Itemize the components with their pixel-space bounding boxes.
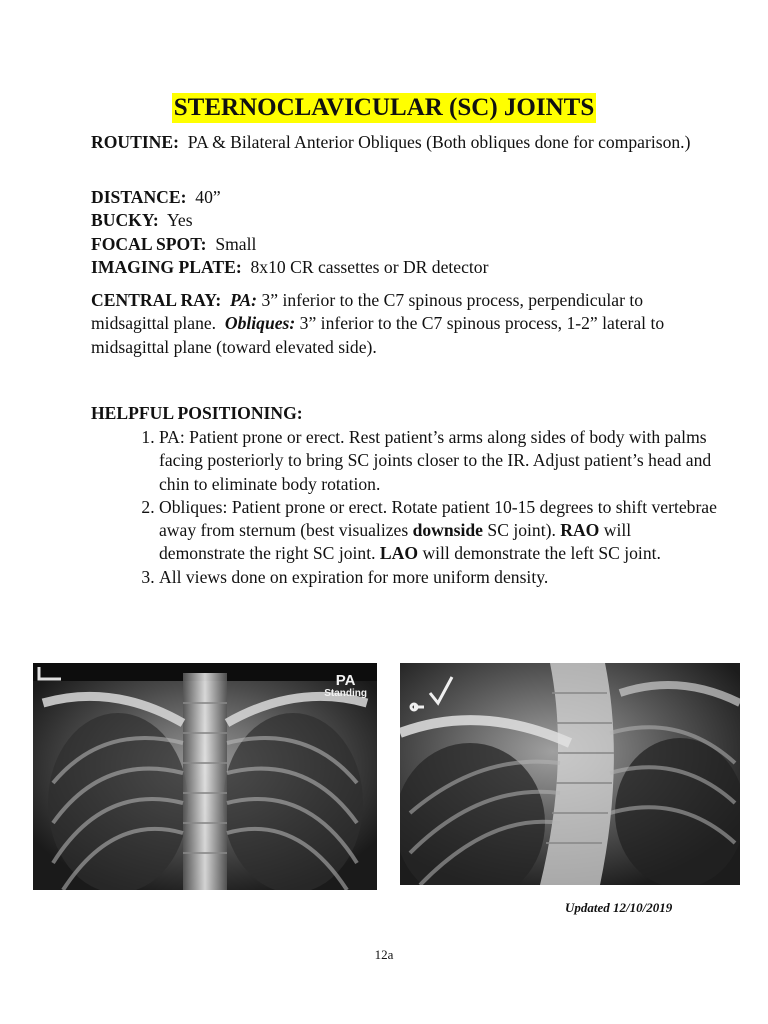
title-container — [0, 93, 768, 123]
positioning-list — [136, 426, 719, 589]
page-number: 12a — [374, 947, 394, 962]
list-item — [159, 496, 719, 566]
distance-label: DISTANCE: — [91, 187, 187, 207]
step-2-text-c: will demonstrate the right SC joint. — [159, 520, 632, 564]
technical-specs — [91, 186, 691, 279]
central-ray-obliques-label: Obliques: — [224, 313, 296, 334]
bucky-label: BUCKY: — [91, 210, 159, 231]
imaging-plate-row — [91, 256, 691, 279]
central-ray-pa-label: PA: — [230, 290, 258, 310]
pa-marker-text: PA — [335, 672, 356, 689]
step-2-bold-rao: RAO — [560, 520, 600, 541]
helpful-positioning-heading: HELPFUL POSITIONING: — [91, 403, 303, 423]
bucky-row — [91, 209, 691, 232]
step-2-text-b: SC joint). — [487, 520, 556, 541]
distance-value: 40” — [195, 187, 221, 207]
central-ray-obliques-text: 3” inferior to the C7 spinous process, 1-2” lateral to midsagittal plane (toward elevated side). — [91, 313, 665, 357]
page-title: STERNOCLAVICULAR (SC) JOINTS — [173, 94, 595, 121]
oblique-xray-graphic — [400, 663, 740, 885]
updated-date: Updated 12/10/2019 — [565, 900, 673, 915]
bucky-value: Yes — [166, 210, 193, 231]
step-3-text: All views done on expiration for more uniform density. — [159, 566, 549, 587]
pa-xray-image — [33, 663, 377, 890]
imaging-plate-value: 8x10 CR cassettes or DR detector — [250, 256, 489, 277]
central-ray-label: CENTRAL RAY: — [91, 290, 222, 310]
list-item — [159, 426, 719, 496]
oblique-xray-image — [400, 663, 740, 885]
step-2-text-a: Obliques: Patient prone or erect. Rotate patient 10-15 degrees to shift vertebrae away from sternum (best visualizes — [159, 496, 717, 541]
central-ray-section — [91, 289, 691, 359]
focal-spot-label: FOCAL SPOT: — [91, 233, 207, 254]
central-ray-pa-text: 3” inferior to the C7 spinous process, perpendicular to midsagittal plane. — [91, 290, 644, 334]
step-2-text-d: will demonstrate the left SC joint. — [422, 543, 661, 564]
list-item — [159, 566, 719, 589]
step-1-text: PA: Patient prone or erect. Rest patient’s arms along sides of body with palms facing posteriorly to bring SC joints closer to the IR. Adjust patient’s head and chin to eliminate body rotation. — [159, 427, 712, 494]
pa-standing-marker — [324, 673, 367, 699]
imaging-plate-label: IMAGING PLATE: — [91, 256, 242, 277]
step-2-bold-lao: LAO — [379, 543, 419, 564]
step-2-bold-downside: downside — [412, 520, 483, 541]
distance-row — [91, 186, 691, 209]
standing-marker-text: Standing — [324, 687, 367, 699]
routine-section — [91, 131, 691, 154]
routine-label: ROUTINE: — [91, 132, 179, 152]
routine-text: PA & Bilateral Anterior Obliques (Both obliques done for comparison.) — [187, 132, 691, 152]
focal-spot-value: Small — [215, 233, 257, 254]
focal-spot-row — [91, 233, 691, 256]
